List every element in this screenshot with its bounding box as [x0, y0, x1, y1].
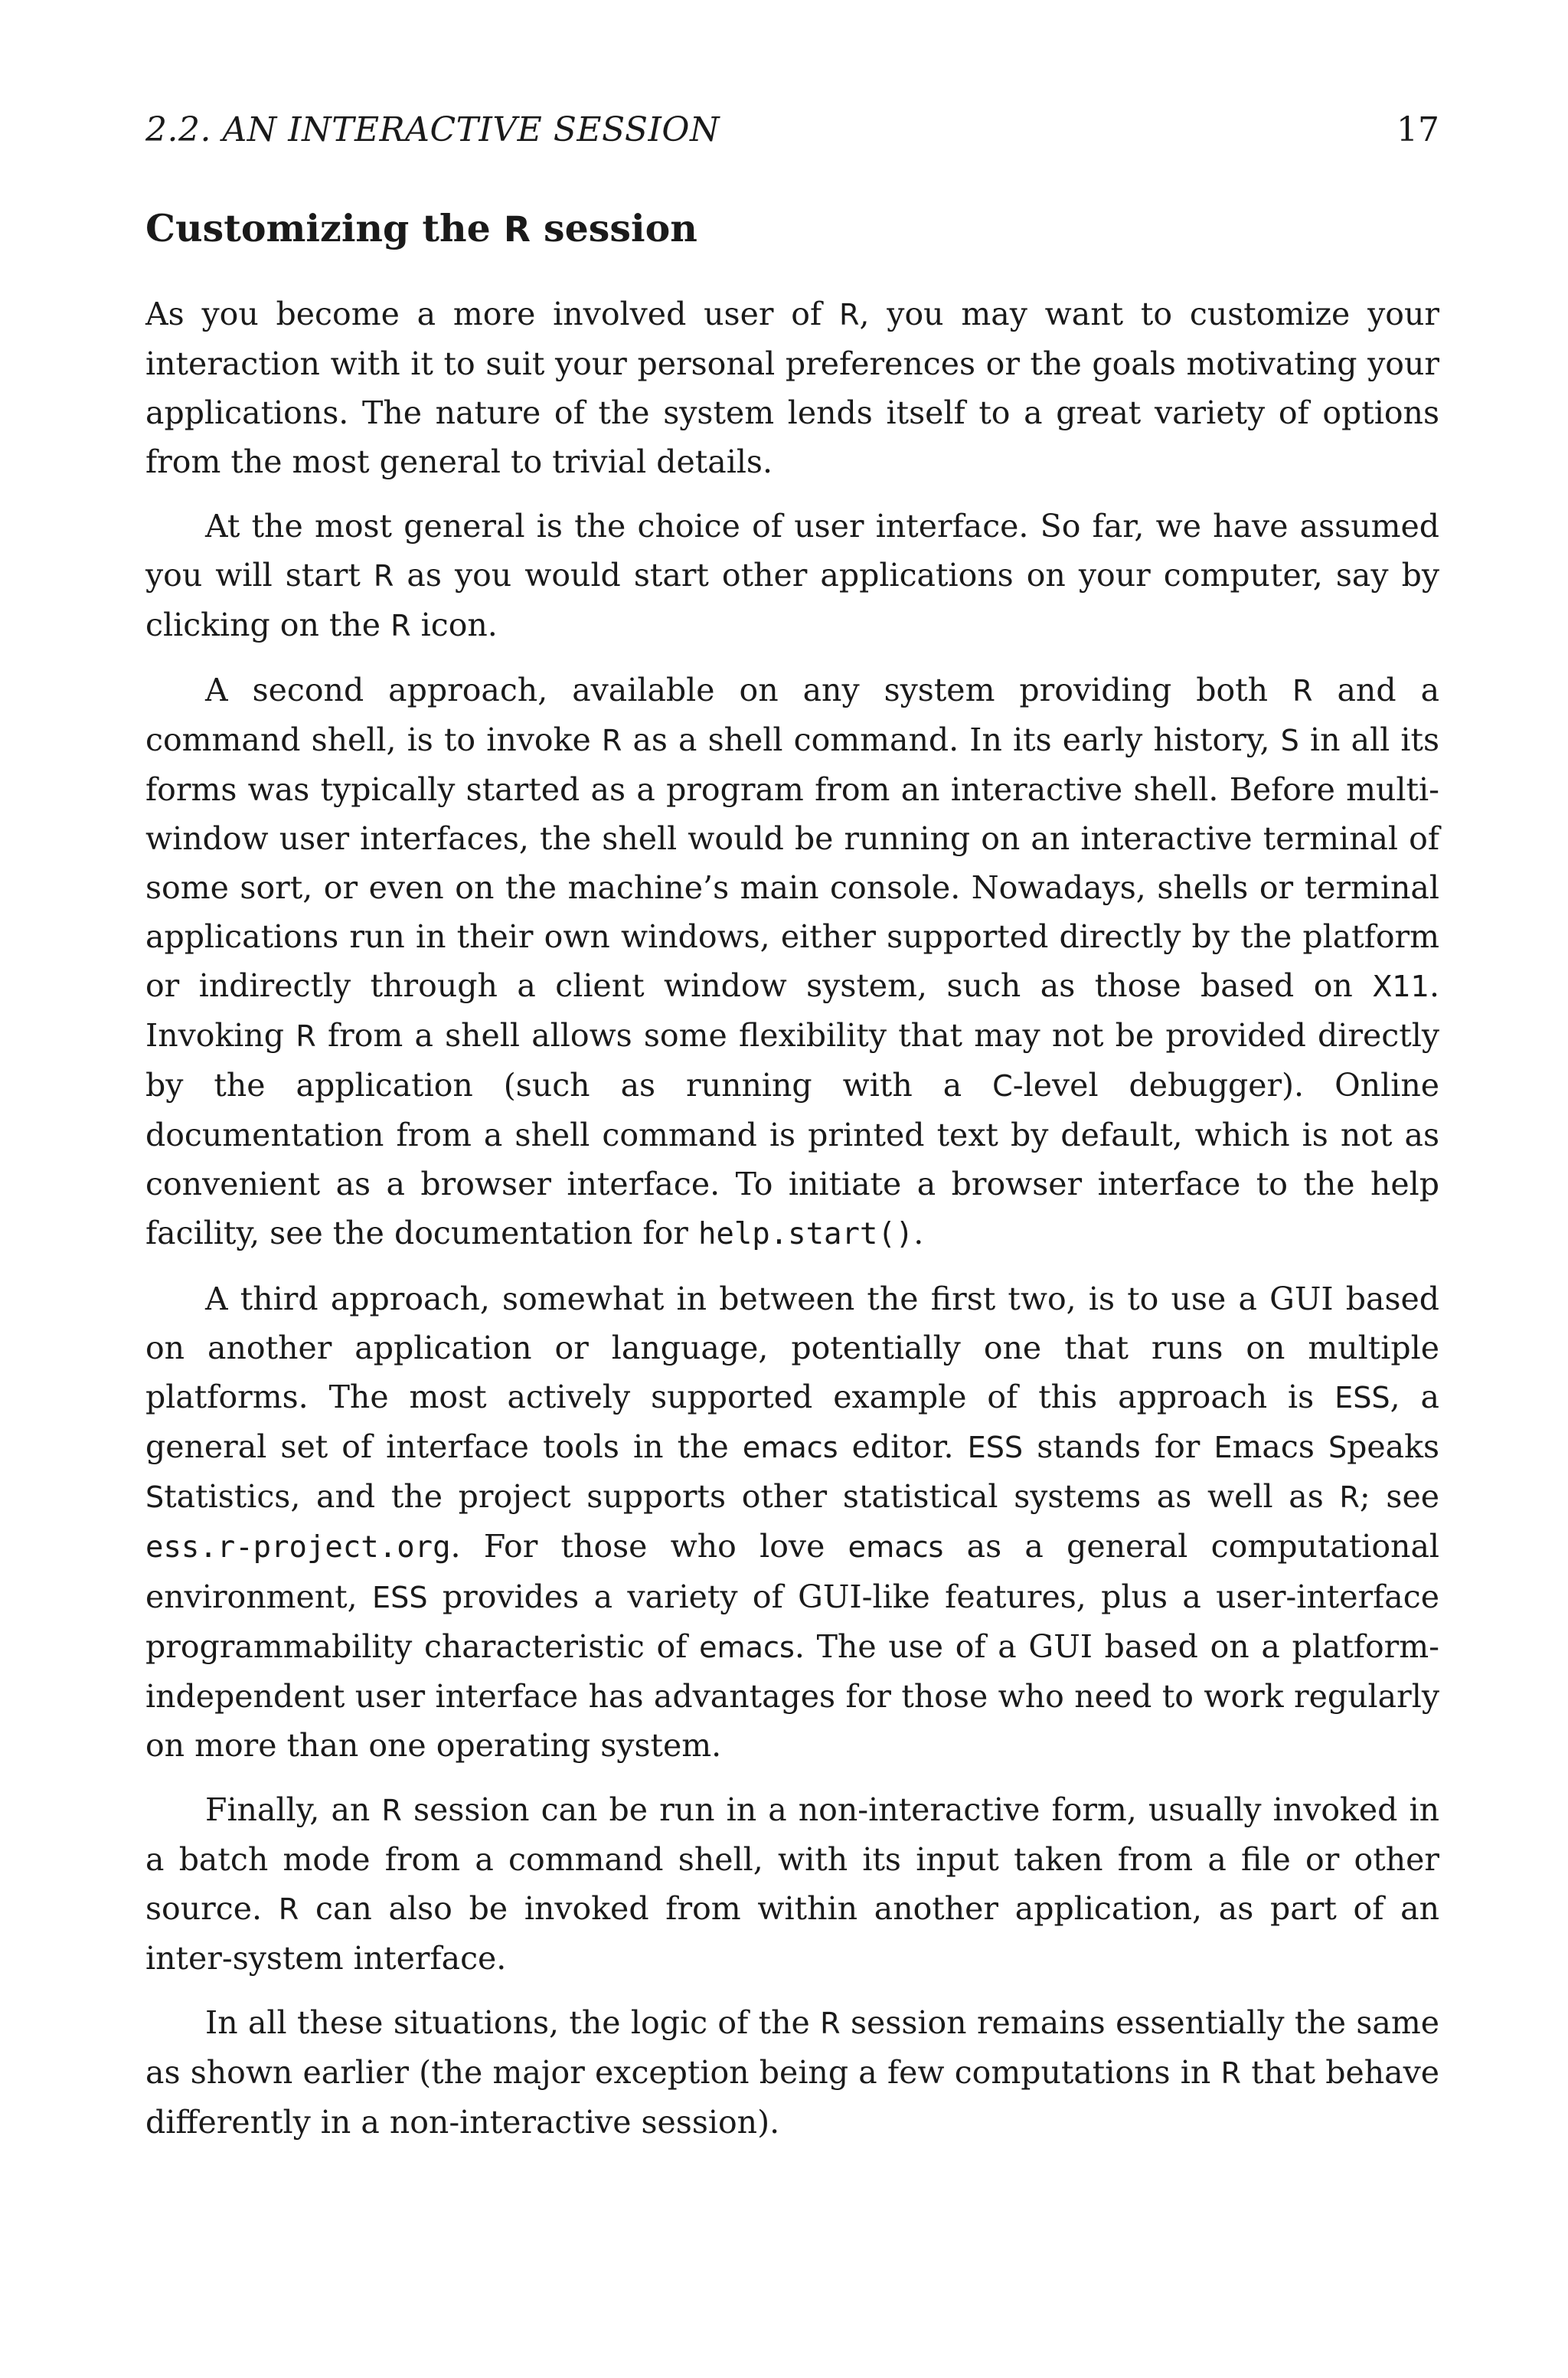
paragraph-situations: In all these situations, the logic of the R session remains essentially the same as shown earlier (the major exception being a few computations in R that behave differently in a non-interactive session). [145, 2003, 1440, 2141]
paragraph-shell-command: A second approach, available on any system providing both R and a command shell, is to invoke R as a shell command. In its early history, S in all its forms was typically started as a program from an interactive shell. Before multi-window user interfaces, the shell would be running on an interactive terminal of some sort, or even on the machine’s main console. Nowadays, shells or terminal applications run in their own windows, either supported directly by the platform or indirectly through a client window system, such as those based on X11. Invoking R from a shell allows some flexibility that may not be provided directly by the application (such as running with a C-level debugger). Online documentation from a shell command is printed text by default, which is not as convenient as a browser interface. To initiate a browser interface to the help facility, see the documentation for help.start(). [145, 671, 1440, 1251]
paragraph-gui-ess: A third approach, somewhat in between the first two, is to use a GUI based on another application or language, potentially one that runs on multiple platforms. The most actively supported example of this approach is ESS, a general set of interface tools in the emacs editor. ESS stands for Emacs Speaks Statistics, and the project supports other statistical systems as well as R; see ess.r-project.org. For those who love emacs as a general computational environment, ESS provides a variety of GUI-like features, plus a user-interface programmability characteristic of emacs. The use of a GUI based on a platform-independent user interface has advantages for those who need to work regularly on more than one operating system. [145, 1280, 1440, 1764]
paragraph-customize: As you become a more involved user of R, you may want to customize your interaction with it to suit your personal preferences or the goals motivating your applications. The nature of the system lends itself to a great variety of options from the most general to trivial details. [145, 295, 1439, 480]
book-page [145, 110, 1440, 2162]
page-number: 17 [1396, 110, 1439, 149]
running-head [145, 110, 1439, 149]
paragraph-user-interface: At the most general is the choice of user interface. So far, we have assumed you will start R as you would start other applications on your computer, say by clicking on the R icon. [145, 507, 1439, 643]
subsection-heading: Customizing the R session [145, 206, 697, 250]
paragraph-non-interactive: Finally, an R session can be run in a non-interactive form, usually invoked in a batch mode from a command shell, with its input taken from a file or other source. R can also be invoked from within another application, as part of an inter-system interface. [145, 1791, 1440, 1977]
code-help-start: help.start() [697, 1216, 914, 1251]
section-title: 2.2. AN INTERACTIVE SESSION [145, 110, 720, 149]
url-ess-project: ess.r-project.org [145, 1529, 451, 1565]
